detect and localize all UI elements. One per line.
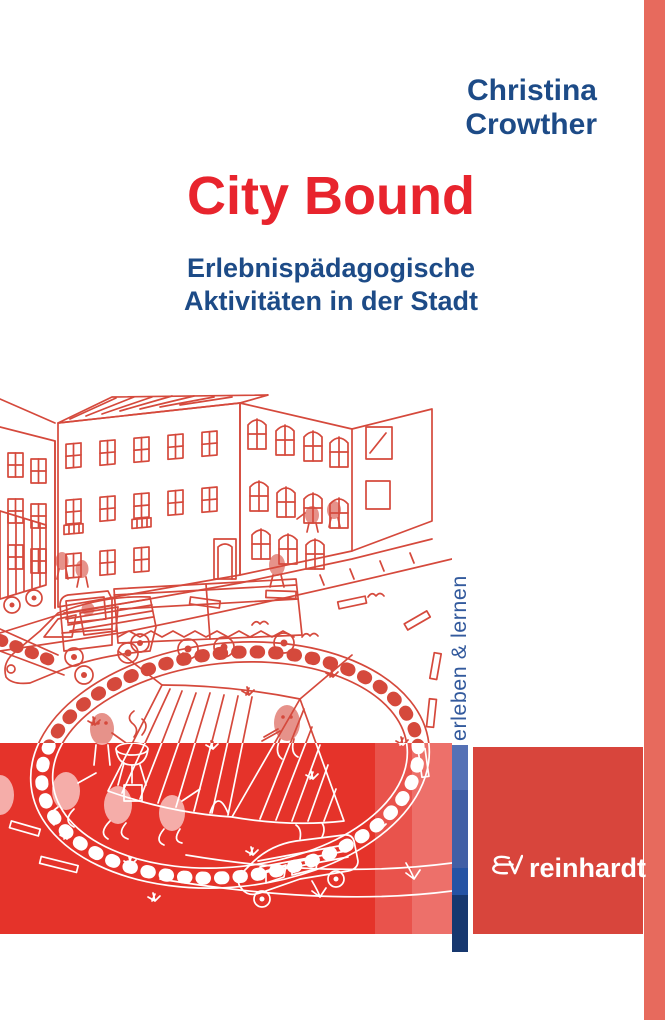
- page-title: City Bound: [187, 166, 475, 226]
- publisher-logo: [485, 853, 646, 884]
- subtitle-line1: Erlebnispädagogische: [186, 253, 476, 283]
- series-label: erleben & lernen: [447, 575, 471, 741]
- subtitle: [0, 252, 662, 318]
- publisher-name: reinhardt: [529, 853, 647, 883]
- blue-band-segment-4: [452, 895, 468, 952]
- subtitle-line2: Aktivitäten in der Stadt: [183, 285, 479, 316]
- blue-band-segment-3: [452, 868, 468, 895]
- publisher-block: [473, 747, 647, 934]
- city-illustration: [0, 393, 452, 938]
- right-salmon-band: [644, 0, 665, 1020]
- blue-band-segment-2: [452, 790, 468, 868]
- blue-band-segment-1: [452, 745, 468, 790]
- erv-monogram-icon: [485, 853, 523, 884]
- author-line2: Crowther: [465, 107, 597, 141]
- author-name: [465, 74, 597, 141]
- author-line1: Christina: [466, 74, 597, 107]
